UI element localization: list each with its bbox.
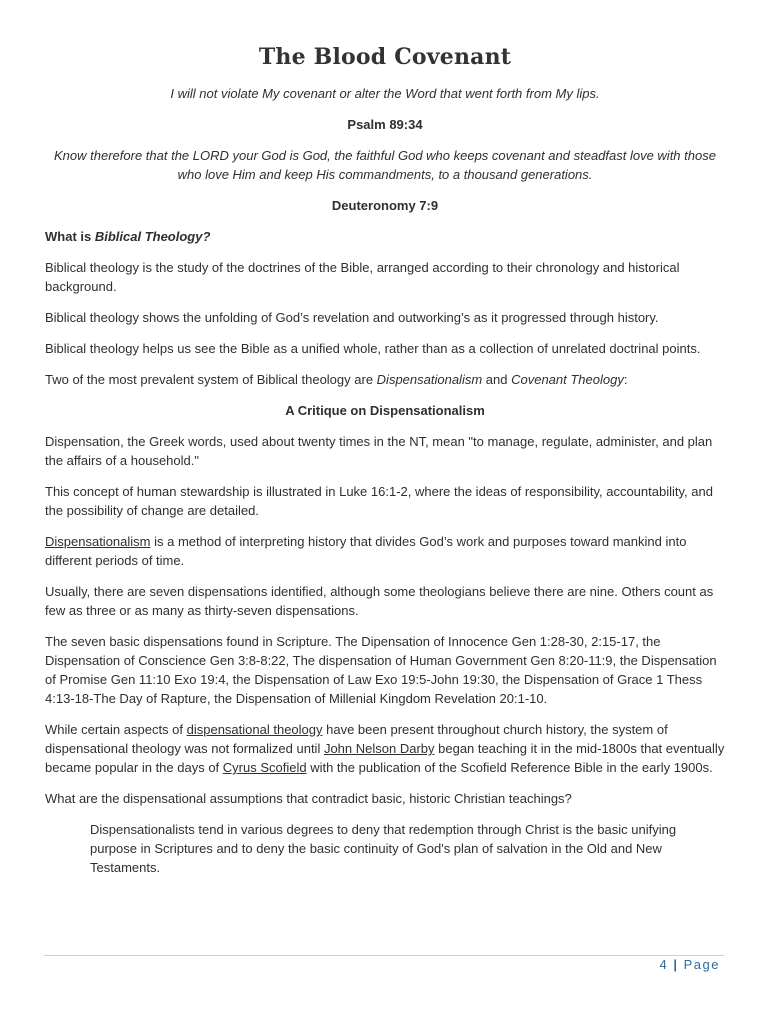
section-heading-critique: A Critique on Dispensationalism [285,403,485,418]
page-number-footer: 4 | Page [659,957,720,972]
verse-psalm: I will not violate My covenant or alter the Word that went forth from My lips. [170,86,600,101]
paragraph-seven-dispensations: The seven basic dispensations found in Scripture. The Dipensation of Innocence Gen 1:28-30, 2:15-17, the Dispensation of Conscience Gen 3:8-8:22, The dispensation of Human Government Gen 8:20-11:9, the Dispensation of Promise Gen 11:10 Exo 19:4, the Dispensation of Law Exo 19:5-John 19:30, the Dispensation of Grace 1 Thess 4:13-18-The Day of Rapture, the Dispensation of Millenial Kingdom Revelation 20:1-10. [45,634,717,706]
link-cyrus-scofield[interactable]: Cyrus Scofield [222,760,307,775]
paragraph-definition: Biblical theology is the study of the doctrines of the Bible, arranged according to their chronology and historical background. [45,260,680,294]
block-quote-dispensationalists: Dispensationalists tend in various degrees to deny that redemption through Christ is the basic unifying purpose in Scriptures and to deny the basic continuity of God's plan of salvation in the Old and New Testaments. [90,822,677,875]
question-biblical-theology: What is Biblical Theology? [45,229,211,244]
paragraph-history: While certain aspects of dispensational theology have been present throughout church history, the system of dispensational theology was not formalized until John Nelson Darby began teaching it in the mid-1800s that eventually became popular in the days of Cyrus Scofield with the publication of the Scofield Reference Bible in the early 1900s. [45,722,725,775]
link-dispensational-theology[interactable]: dispensational theology [186,722,323,737]
paragraph-number-of-dispensations: Usually, there are seven dispensations identified, although some theologians believe there are nine. Others count as few as three or as many as thirty-seven dispensations. [45,584,714,618]
paragraph-dispensationalism: Dispensationalism is a method of interpreting history that divides God’s work and purposes toward mankind into different periods of time. [45,534,687,568]
footer-divider [44,955,724,956]
verse-ref-psalm: Psalm 89:34 [347,117,423,132]
link-john-nelson-darby[interactable]: John Nelson Darby [323,741,435,756]
document-title: The Blood Covenant [258,44,512,70]
paragraph-two-systems: Two of the most prevalent system of Biblical theology are Dispensationalism and Covenant Theology: [45,372,628,387]
paragraph-dispensation-greek: Dispensation, the Greek words, used about twenty times in the NT, mean "to manage, regulate, administer, and plan the affairs of a household." [45,434,713,468]
link-dispensationalism[interactable]: Dispensationalism [45,534,151,549]
verse-deuteronomy: Know therefore that the LORD your God is God, the faithful God who keeps covenant and steadfast love with those who love Him and keep His commandments, to a thousand generations. [54,148,716,182]
paragraph-stewardship: This concept of human stewardship is illustrated in Luke 16:1-2, where the ideas of responsibility, accountability, and the possibility of change are detailed. [45,484,713,518]
question-assumptions: What are the dispensational assumptions that contradict basic, historic Christian teachings? [45,791,572,806]
verse-ref-deuteronomy: Deuteronomy 7:9 [331,198,439,213]
paragraph-unified-whole: Biblical theology helps us see the Bible as a unified whole, rather than as a collection of unrelated doctrinal points. [45,341,701,356]
document-page [45,44,725,877]
paragraph-unfolding: Biblical theology shows the unfolding of God’s revelation and outworking’s as it progressed through history. [45,310,659,325]
